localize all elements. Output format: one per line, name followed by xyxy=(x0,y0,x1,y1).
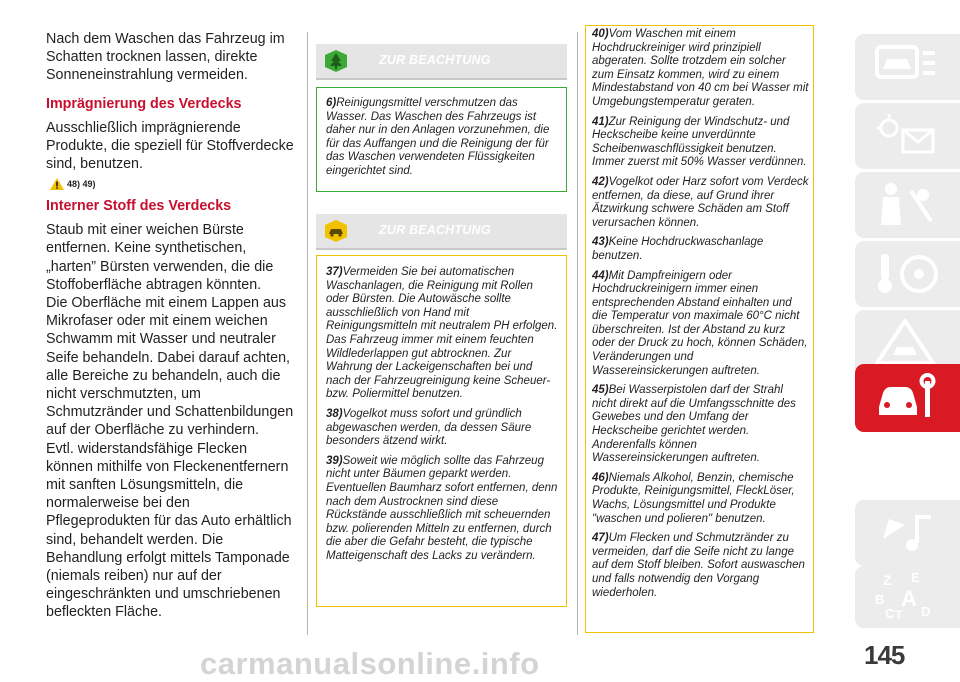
paragraph-microfiber: Die Oberfläche mit einem Lappen aus Mikrofaser oder mit einem weichen Schwamm mit Wasser und neutraler Seife behandeln. Dabei darauf achten, alle Bereiche zu behandeln, auch die nicht verschmutzten, um Schmutzränder und Schattenbildungen auf der Oberfläche zu verhindern. xyxy=(46,295,294,439)
right-column xyxy=(592,28,810,606)
dashboard-car-icon xyxy=(875,43,941,91)
watermark: carmanualsonline.info xyxy=(200,646,540,681)
index-letter: D xyxy=(921,604,931,619)
column-divider xyxy=(577,32,578,635)
note-40: 40)Vom Waschen mit einem Hochdruckreiniger wird prinzipiell abgeraten. Sollte trotzdem ein solcher zum Einsatz kommen, wird zu einem Mindestabstand von 40 cm bei Wasser mit Umgebungstemperatur geraten. xyxy=(592,28,809,108)
note-41: 41)Zur Reinigung der Windschutz- und Heckscheibe keine unverdünnte Scheibenwaschflüssigkeit benutzen. Immer zuerst mit 50% Wasser verdünnen. xyxy=(592,115,807,169)
emergency-triangle-icon xyxy=(875,319,941,367)
environment-note-header xyxy=(316,44,567,80)
index-letter: C xyxy=(885,606,895,621)
note-44: 44)Mit Dampfreinigern oder Hochdruckreinigern immer einen entsprechenden Abstand einhalten und die Temperatur von maximale 60°C nicht überschreiten. Ist der Abstand zu kurz oder der Druck zu hoch, können Schäden, Veränderungen und Wassereinsickerungen auftreten. xyxy=(592,269,808,377)
index-letter: T xyxy=(895,608,903,622)
paragraph-brush: Staub mit einer weichen Bürste entfernen. Keine synthetischen, „harten” Bürsten verwenden, die die Stoffoberfläche abtragen könnten. xyxy=(46,222,274,293)
multimedia-music-icon xyxy=(875,509,941,557)
page-number: 145 xyxy=(864,640,905,670)
note-37: 37)Vermeiden Sie bei automatischen Waschanlagen, die Reinigung mit Rollen oder Bürsten. Die Autowäsche sollte ausschließlich von Hand mit Reinigungsmitteln mit neutralem PH erfolgen. Das Fahrzeug immer mit einem feuchten Wildlederlappen gut abtrocknen. Zur Wahrung der Lackeigenschaften bei und nach der Fahrzeugreinigung keine Scheuer- bzw. Poliermittel benutzen. xyxy=(326,266,558,401)
warning-note-header xyxy=(316,214,567,250)
note-38: 38)Vogelkot muss sofort und gründlich abgewaschen werden, da dessen Säure besonders ätzend wirkt. xyxy=(326,407,532,448)
tab-starting-driving[interactable] xyxy=(855,241,960,307)
warning-lights-icon xyxy=(875,112,941,160)
tab-warning-lights[interactable] xyxy=(855,103,960,169)
environment-note-box xyxy=(316,87,567,192)
index-letter: E xyxy=(911,570,920,585)
note-42: 42)Vogelkot oder Harz sofort vom Verdeck entfernen, da diese, auf Grund ihrer Ätzwirkung schwere Schäden am Stoff verursachen können. xyxy=(592,175,809,229)
key-steering-wheel-icon xyxy=(875,250,941,298)
tab-getting-to-know-car[interactable] xyxy=(855,34,960,100)
paragraph-impregnation: Ausschließlich imprägnierende Produkte, die speziell für Stoffverdecke sind, benutzen. xyxy=(46,119,294,173)
warning-note-box xyxy=(316,255,567,607)
note-39: 39)Soweit wie möglich sollte das Fahrzeug nicht unter Bäumen geparkt werden. Eventuellen Baumharz sofort entfernen, denn nach dem Austrocknen sind diese Rückstände ausschließlich mit scheuernden bzw. polierenden Mitteln zu entfernen, durch die aber die Gefahr besteht, die typische Matteigenschaft des Lacks zu verändern. xyxy=(326,454,558,562)
note-45: 45)Bei Wasserpistolen darf der Strahl nicht direkt auf die Umfangsschnitte des Gewebes und den Umfang der Heckscheibe gerichtet werden. Anderenfalls können Wassereinsickerungen auftreten. xyxy=(592,384,796,465)
tab-maintenance-care[interactable] xyxy=(855,364,960,432)
reference-numbers: 48) 49) xyxy=(67,179,96,190)
paragraph-stains: Evtl. widerstandsfähige Flecken können mithilfe von Fleckenentfernern mit sanften Lösungsmitteln, die normalerweise bei den Pflegeprodukten für das Auto erhältlich sind, behandelt werden. Die Behandlung erfolgt mittels Tamponade (niemals reiben) nur auf der eingeschränkten und umschriebenen befleckten Fläche. xyxy=(46,440,292,621)
left-column xyxy=(46,30,296,622)
car-wrench-icon xyxy=(875,373,941,421)
tab-multimedia[interactable] xyxy=(855,500,960,566)
heading-impregnation: Imprägnierung des Verdecks xyxy=(46,95,242,112)
tab-safety[interactable] xyxy=(855,172,960,238)
warning-triangle-icon xyxy=(50,178,64,190)
warning-note-title: ZUR BEACHTUNG xyxy=(379,223,491,237)
note-43: 43)Keine Hochdruckwaschanlage benutzen. xyxy=(592,236,764,262)
heading-interior-fabric: Interner Stoff des Verdecks xyxy=(46,198,232,215)
index-letter: Z xyxy=(883,572,892,588)
warning-reference[interactable] xyxy=(50,177,296,191)
environment-tree-icon xyxy=(324,49,348,73)
environment-note-text: 6)Reinigungsmittel verschmutzen das Wasser. Das Waschen des Fahrzeugs ist daher nur in den Anlagen vorzunehmen, die für das Auffangen und die Reinigung der für das Waschen verwendeten Flüssigkeiten eingerichtet sind. xyxy=(326,97,550,177)
column-divider xyxy=(307,32,308,635)
environment-note-title: ZUR BEACHTUNG xyxy=(379,53,491,67)
paragraph-drying: Nach dem Waschen das Fahrzeug im Schatten trocknen lassen, direkte Sonneneinstrahlung vermeiden. xyxy=(46,31,285,84)
tab-index[interactable] xyxy=(855,566,960,628)
note-47: 47)Um Flecken und Schmutzränder zu vermeiden, darf die Seife nicht zu lange auf dem Stoff bleiben. Sofort auswaschen und falls notwendig den Vorgang wiederholen. xyxy=(592,532,805,599)
index-letter: A xyxy=(901,586,917,611)
index-letter: B xyxy=(875,592,885,607)
note-46: 46)Niemals Alkohol, Benzin, chemische Produkte, Reinigungsmittel, FleckLöser, Wachs, Lösungsmittel und Produkte "waschen und polieren" benutzen. xyxy=(592,471,795,525)
seatbelt-person-icon xyxy=(875,181,941,229)
car-warning-icon xyxy=(324,219,348,243)
